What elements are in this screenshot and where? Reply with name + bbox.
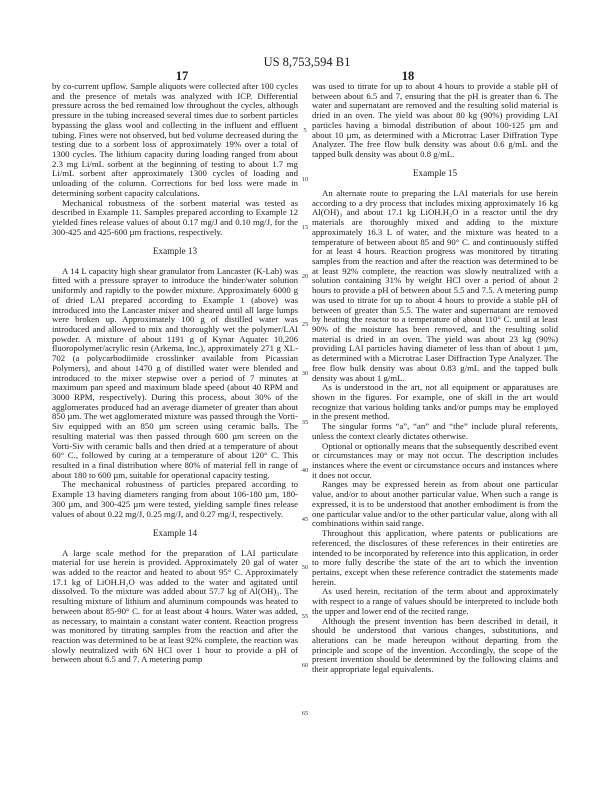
paragraph: The mechanical robustness of particles prepared according to Example 13 having diameters ranging from about 106-180 µm, 180-300 µm, and 300-425 µm were tested, yielding sample fines release values of about 0.22 mg/J, 0.25 mg/J, and 0.27 mg/J, respectively. [52, 479, 298, 519]
line-number: 30 [301, 370, 309, 377]
paragraph: Although the present invention has been described in detail, it should be understood that various changes, substitutions, and alterations can be made hereupon without departing from the principle and scope of the invention. Accordingly, the scope of the present invention should be determined by the following claims and their appropriate legal equivalents. [312, 615, 558, 675]
column-number-right: 18 [401, 69, 415, 83]
line-number: 55 [301, 613, 309, 620]
paragraph: Throughout this application, where patents or publications are referenced, the disclosures of these references in their entireties are intended to be incorporated by reference into this application, in order to more fully describe the state of the art to which the invention pertains, except when these reference contradict the statements made herein. [312, 528, 558, 587]
line-number: 35 [301, 419, 309, 426]
line-number: 15 [301, 224, 309, 231]
paragraph: Optional or optionally means that the subsequently described event or circumstances may or may not occur. The description includes instances where the event or circumstance occurs and instances where it does not occur. [312, 440, 558, 480]
column-number-left: 17 [175, 69, 189, 83]
left-column [52, 82, 298, 665]
example-13-heading: Example 13 [152, 246, 198, 257]
paragraph: was used to titrate for up to about 4 hours to provide a stable pH of between about 6.5 and 7, ensuring that the pH is greater than 6. The water and supernatant are removed and the resulting solid material is dried in an oven. The yield was about 80 kg (90%) providing LAI particles having a bimodal distribution of about 100-125 µm and about 10 µm, as determined with a Microtrac Laser Diffration Type Analyzer. The free flow bulk density was about 0.6 g/mL and the tapped bulk density was about 0.8 g/mL. [312, 81, 558, 160]
paragraph: A 14 L capacity high shear granulator from Lancaster (K-Lab) was fitted with a pressure sprayer to introduce the binder/water solution uniformly and rapidly to the powder mixture. Approximately 6000 g of dried LAI prepared according to Example 1 (above) was introduced into the Lancaster mixer and sheared until all large lumps were broken up. Approximately 100 g of distilled water was introduced and allowed to mix and thoroughly wet the polymer/LAI powder. A mixture of about 1191 g of Kynar Aquatec 10,206 fluoropolymer/acrylic resin (Arkema, Inc.), approximately 271 g XL-702 (a polycarbodiimide crosslinker available from Picassian Polymers), and about 1470 g of distilled water were blended and introduced to the mixer stepwise over a period of 7 minutes at maximum pan speed and maximum blade speed (about 40 RPM and 3000 RPM, respectively). During this process, about 30% of the agglomerates produced had an average diameter of greater than about 850 µm. The wet agglomerated mixture was passed through the Vorti-Siv equipped with an 850 µm screen using ceramic balls. The resulting material was then passed through 600 µm screen on the Vorti-Siv with ceramic balls and then dried at a temperature of about 60° C., followed by curing at a temperature of about 120° C. This resulted in a final distribution where 80% of material fell in range of about 180 to 600 µm, suitable for operational capacity testing. [52, 265, 298, 480]
line-number: 10 [301, 176, 309, 183]
line-number: 45 [301, 516, 309, 523]
paragraph: Ranges may be expressed herein as from about one particular value, and/or to about another particular value. When such a range is expressed, it is to be understood that another embodiment is from the one particular value and/or to the other particular value, along with all combinations within said range. [312, 479, 558, 529]
line-number: 20 [301, 273, 309, 280]
paragraph: As used herein, recitation of the term about and approximately with respect to a range of values should be interpreted to include both the upper and lower end of the recited range. [312, 586, 558, 616]
paragraph: An alternate route to preparing the LAI materials for use herein according to a dry process that includes mixing approximately 16 kg Al(OH)₃ and about 17.1 kg LiOH.H₂O in a reactor until the dry materials are thoroughly mixed and adding to the mixture approximately 16.3 L of water, and the mixture was heated to a temperature of between about 85 and 90° C. and continuously stiffed for at least 4 hours. Reaction progress was monitored by titrating samples from the reaction and after the reaction was determined to be at least 92% complete, the reaction was slowly neutralized with a solution containing 31% by weight HCl over a period of about 2 hours to provide a pH of between about 5.5 and 7.5. A metering pump was used to titrate for up to about 4 hours to provide a stable pH of between of greater than 5.5. The water and supernatant are removed by heating the reactor to a temperature of about 110° C. until at least 90% of the moisture has been removed, and the resulting solid material is dried in an oven. The yield was about 23 kg (90%) providing LAI particles having diameter of less than of about 1 µm, as determined with a Microtrac Laser Diffraction Type Analyzer. The free flow bulk density was about 0.83 g/mL and the tapped bulk density was about 1 g/mL. [312, 187, 558, 383]
line-number: 50 [301, 564, 309, 571]
paragraph: The singular forms “a”, “an” and “the” include plural referents, unless the context clearly dictates otherwise. [312, 421, 558, 441]
paragraph: A large scale method for the preparation of LAI particulate material for use herein is provided. Approximately 20 gal of water was added to the reactor and heated to about 95° C. Approximately 17.1 kg of LiOH.H₂O was added to the water and agitated until dissolved. To the mixture was added about 57.7 kg of Al(OH)₃. The resulting mixture of lithium and aluminum compounds was heated to between about 85-90° C. for at least about 4 hours. Water was added, as necessary, to maintain a constant water content. Reaction progress was monitored by titrating samples from the reaction and after the reaction was determined to be at least 92% complete, the reaction was slowly neutralized with 6N HCl over 1 hour to provide a pH of between about 6.5 and 7. A metering pump [52, 547, 298, 665]
line-number: 25 [301, 321, 309, 328]
paragraph: by co-current upflow. Sample aliquots were collected after 100 cycles and the presence of metals was analyzed with ICP. Differential pressure across the bed remained low throughout the cycles, although pressure in the tubing increased several times due to sorbent particles bypassing the glass wool and collecting in the influent and effluent tubing. Fines were not observed, but bed volume decreased during the testing due to a sorbent loss of approximately 19% over a total of 1300 cycles. The lithium capacity during loading ranged from about 2.3 mg Li/mL sorbent at the beginning of testing to about 1.7 mg Li/mL sorbent after approximately 1300 cycles of loading and unloading of the column. Corrections for bed loss were made in determining sorbent capacity calculations. [52, 81, 298, 198]
line-number: 60 [301, 662, 309, 669]
paragraph: Mechanical robustness of the sorbent material was tested as described in Example 11. Samples prepared according to Example 12 yielded fines release values of about 0.17 mg/J and 0.10 mg/J, for the 300-425 and 425-600 µm fractions, respectively. [52, 197, 298, 237]
example-14-heading: Example 14 [152, 528, 198, 539]
line-number: 65 [301, 710, 309, 717]
patent-number: US 8,753,594 B1 [263, 55, 351, 69]
line-number: 5 [303, 127, 307, 134]
right-column [312, 82, 558, 675]
paragraph: As is understood in the art, not all equipment or apparatuses are shown in the figures. For example, one of skill in the art would recognize that various holding tanks and/or pumps may be employed in the present method. [312, 382, 558, 422]
line-number: 40 [301, 467, 309, 474]
example-15-heading: Example 15 [412, 168, 458, 179]
